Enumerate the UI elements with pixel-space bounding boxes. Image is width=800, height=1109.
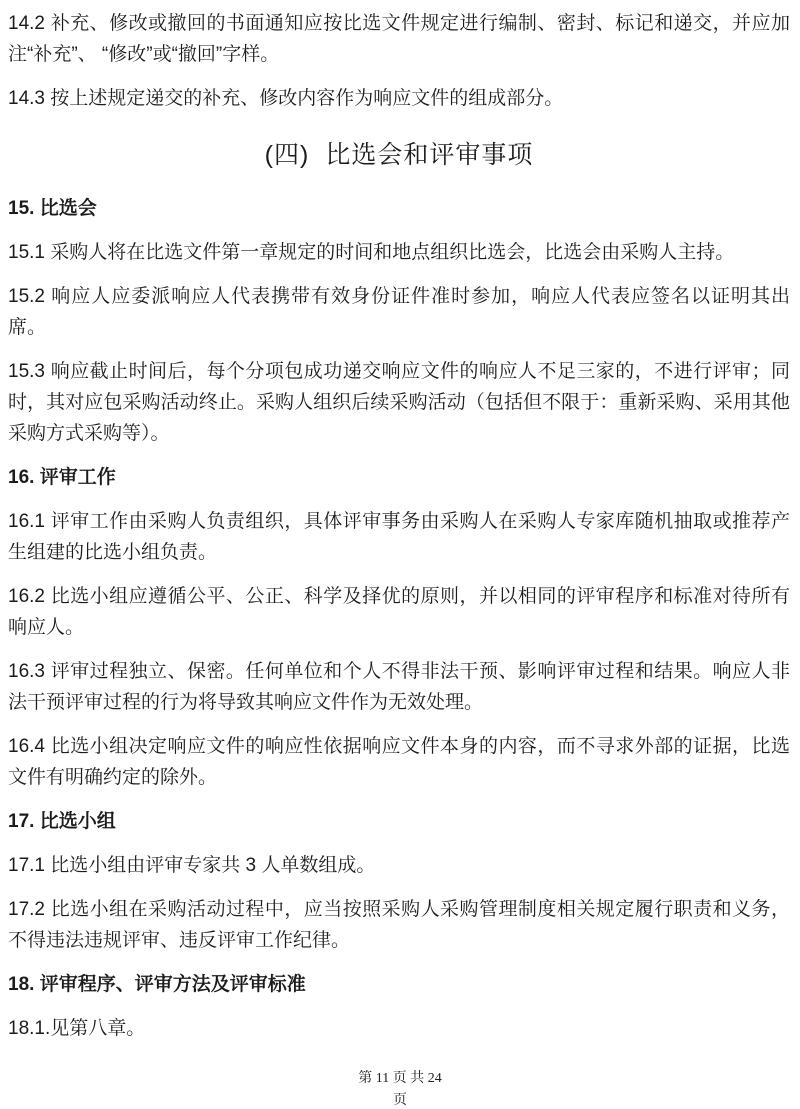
section-heading-title: 比选会和评审事项: [325, 141, 534, 169]
clause-18-1: 18.1.见第八章。: [8, 1018, 146, 1039]
clause-15-3: 15.3 响应截止时间后，每个分项包成功递交响应文件的响应人不足三家的，不进行评审；同时，其对应包采购活动终止。采购人组织后续采购活动（包括但不限于：重新采购、采用其他采购方式采购等）。: [8, 361, 790, 444]
clause-15-2: 15.2 响应人应委派响应人代表携带有效身份证件准时参加，响应人代表应签名以证明其出席。: [8, 286, 790, 338]
clause-14-3: 14.3 按上述规定递交的补充、修改内容作为响应文件的组成部分。: [8, 88, 564, 109]
heading-15-bixuanhui: 15. 比选会: [8, 198, 97, 219]
section-heading-number: (四): [264, 141, 310, 169]
clause-14-2: 14.2 补充、修改或撤回的书面通知应按比选文件规定进行编制、密封、标记和递交，并应加注“补充”、 “修改”或“撤回”字样。: [8, 13, 790, 65]
heading-18-pingshen-chengxu: 18. 评审程序、评审方法及评审标准: [8, 974, 306, 995]
clause-17-2: 17.2 比选小组在采购活动过程中，应当按照采购人采购管理制度相关规定履行职责和义务，不得违法违规评审、违反评审工作纪律。: [8, 899, 790, 951]
page-number-line-1: 第 11 页 共 24: [358, 1071, 442, 1086]
clause-15-1: 15.1 采购人将在比选文件第一章规定的时间和地点组织比选会，比选会由采购人主持。: [8, 242, 735, 263]
clause-16-3: 16.3 评审过程独立、保密。任何单位和个人不得非法干预、影响评审过程和结果。响应人非法干预评审过程的行为将导致其响应文件作为无效处理。: [8, 661, 790, 713]
clause-16-1: 16.1 评审工作由采购人负责组织，具体评审事务由采购人在采购人专家库随机抽取或推荐产生组建的比选小组负责。: [8, 511, 790, 563]
page-number-line-2: 页: [393, 1093, 407, 1108]
section-heading: [8, 135, 790, 175]
page-footer: [0, 1068, 800, 1109]
clause-17-1: 17.1 比选小组由评审专家共 3 人单数组成。: [8, 855, 376, 876]
heading-16-pingshen-gongzuo: 16. 评审工作: [8, 467, 116, 488]
heading-17-bixuan-xiaozu: 17. 比选小组: [8, 811, 116, 832]
clause-16-4: 16.4 比选小组决定响应文件的响应性依据响应文件本身的内容，而不寻求外部的证据，比选文件有明确约定的除外。: [8, 736, 790, 788]
clause-16-2: 16.2 比选小组应遵循公平、公正、科学及择优的原则，并以相同的评审程序和标准对待所有响应人。: [8, 586, 790, 638]
